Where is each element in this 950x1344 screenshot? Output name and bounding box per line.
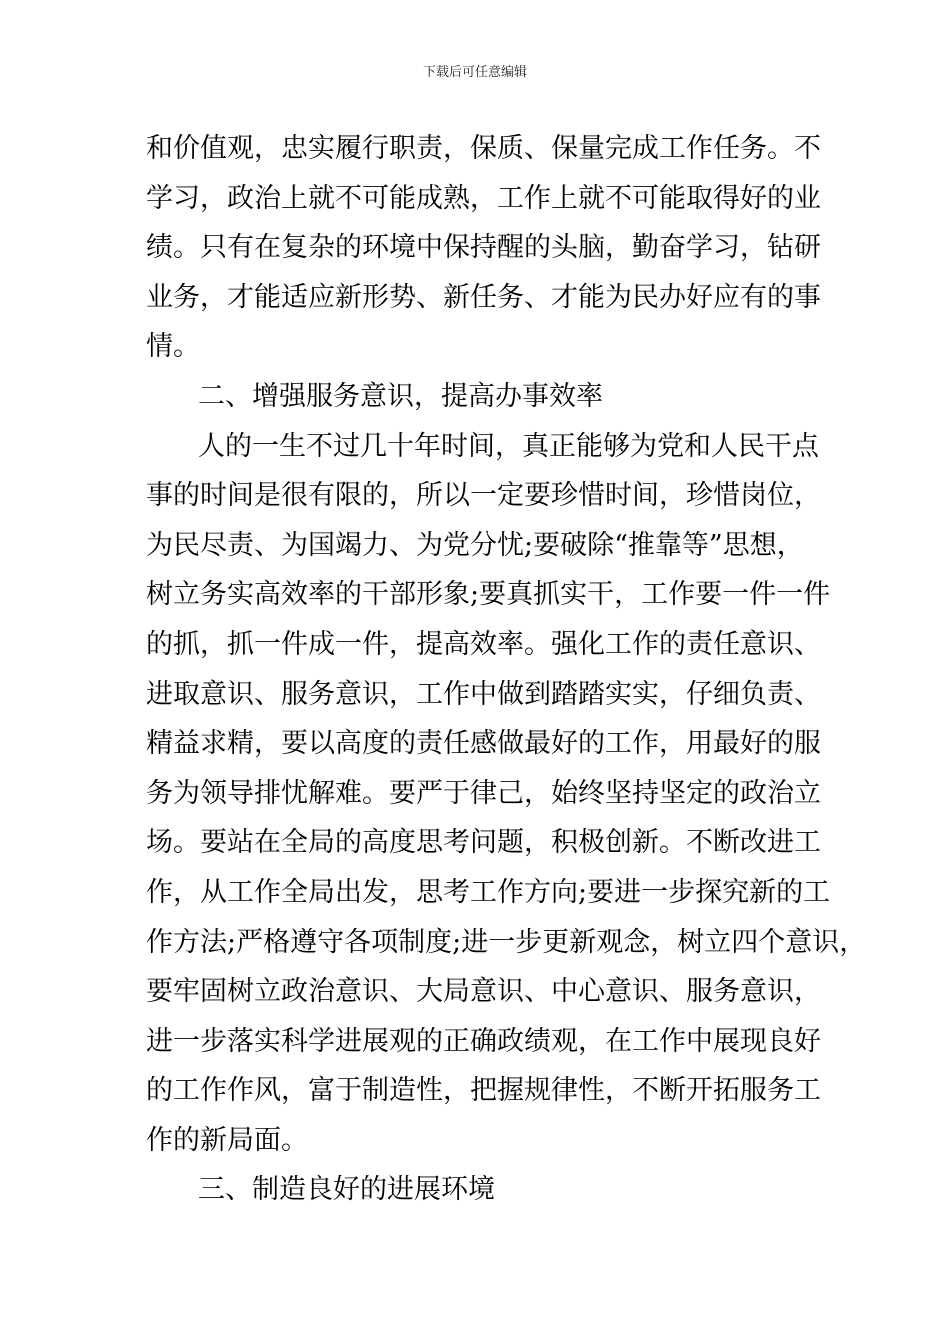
- text-line: 进一步落实科学进展观的正确政绩观，在工作中展现良好: [146, 1025, 821, 1057]
- text-line: 的工作作风，富于制造性，把握规律性，不断开拓服务工: [146, 1075, 821, 1107]
- text-line: 作方法;严格遵守各项制度;进一步更新观念，树立四个意识，: [146, 926, 867, 958]
- page-header: 下载后可任意编辑: [422, 65, 527, 80]
- text-line: 情。: [146, 331, 200, 363]
- text-line: 人的一生不过几十年时间，真正能够为党和人民干点: [198, 430, 819, 462]
- text-line: 务为领导排忧解难。要严于律己，始终坚持坚定的政治立: [146, 777, 821, 809]
- text-line: 场。要站在全局的高度思考问题，积极创新。不断改进工: [146, 827, 821, 859]
- text-line: 业务，才能适应新形势、新任务、才能为民办好应有的事: [146, 281, 821, 313]
- text-line: 精益求精，要以高度的责任感做最好的工作，用最好的服: [146, 728, 821, 760]
- text-line: 树立务实高效率的干部形象;要真抓实干，工作要一件一件: [146, 579, 831, 611]
- text-line: 为民尽责、为国竭力、为党分忧;要破除“推靠等”思想，: [146, 529, 804, 561]
- text-line: 作的新局面。: [146, 1124, 308, 1156]
- body-text: [146, 124, 867, 1215]
- text-line: 学习，政治上就不可能成熟，工作上就不可能取得好的业: [146, 182, 821, 214]
- text-line: 绩。只有在复杂的环境中保持醒的头脑，勤奋学习，钻研: [146, 232, 821, 264]
- section-heading: 二、增强服务意识，提高办事效率: [198, 380, 603, 412]
- text-line: 要牢固树立政治意识、大局意识、中心意识、服务意识，: [146, 976, 821, 1008]
- text-line: 作，从工作全局出发，思考工作方向;要进一步探究新的工: [146, 876, 831, 908]
- text-line: 事的时间是很有限的，所以一定要珍惜时间，珍惜岗位，: [146, 480, 821, 512]
- section-heading: 三、制造良好的进展环境: [198, 1174, 495, 1206]
- text-line: 进取意识、服务意识，工作中做到踏踏实实，仔细负责、: [146, 678, 821, 710]
- text-line: 和价值观，忠实履行职责，保质、保量完成工作任务。不: [146, 133, 821, 164]
- text-line: 的抓，抓一件成一件，提高效率。强化工作的责任意识、: [146, 628, 821, 660]
